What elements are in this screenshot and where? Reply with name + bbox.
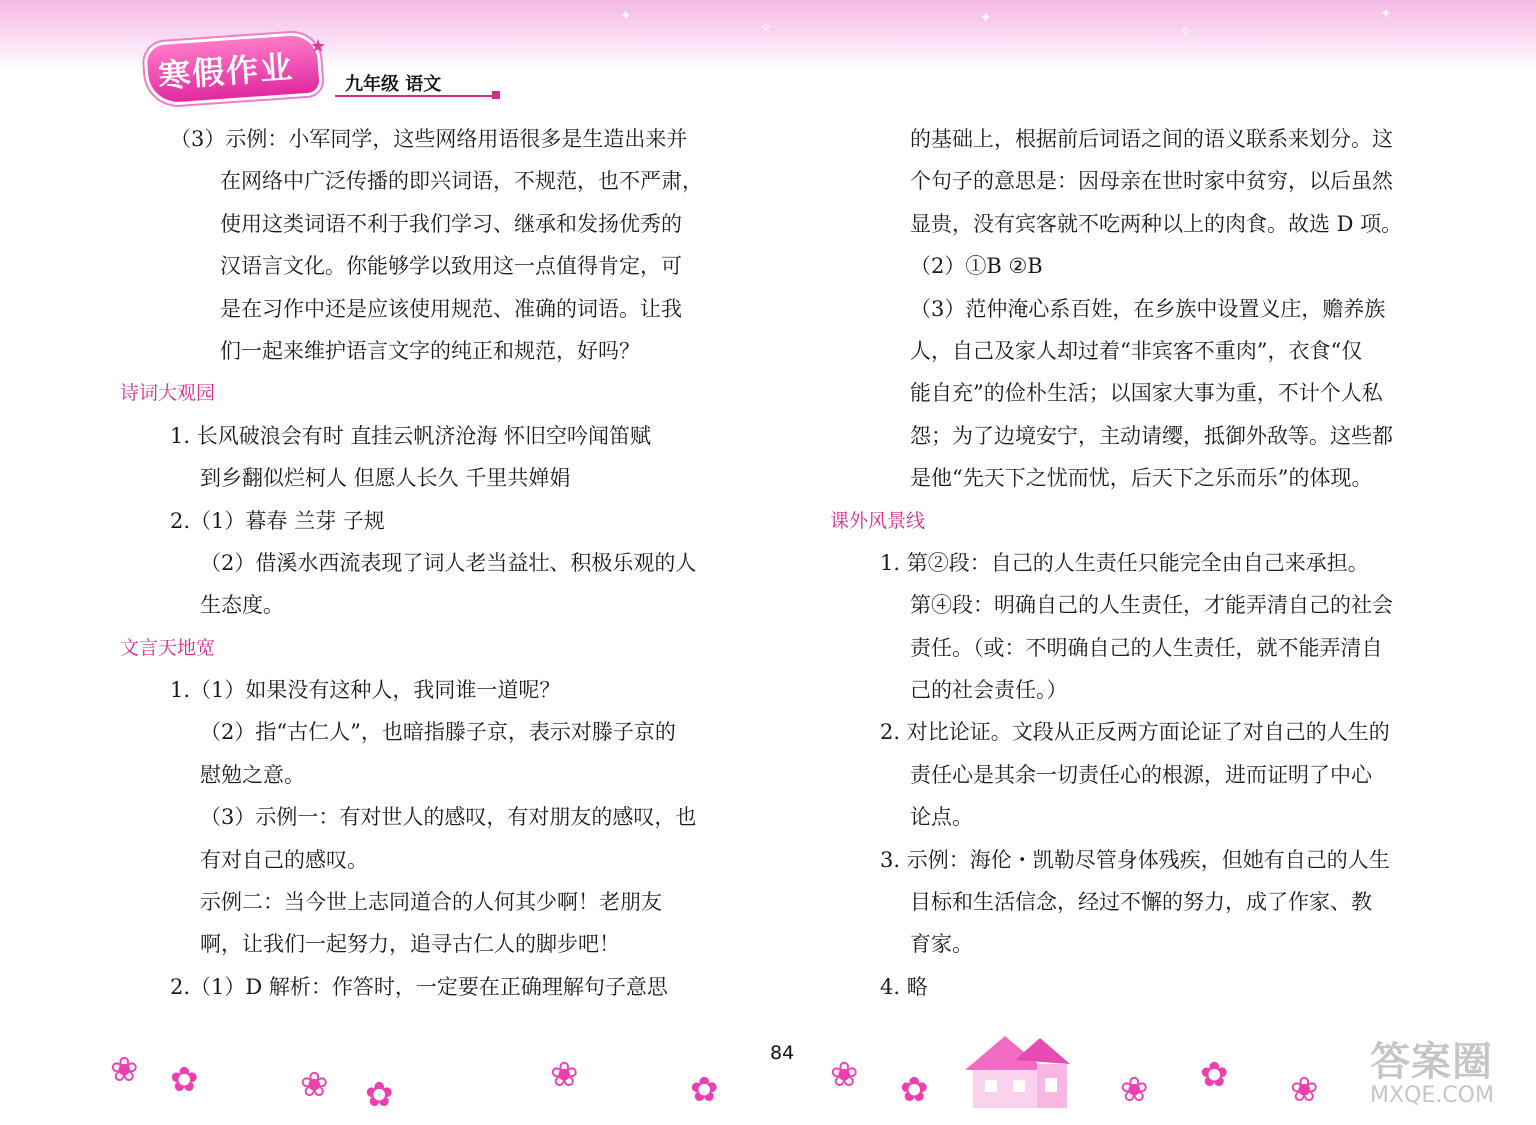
- text-line: 使用这类词语不利于我们学习、继承和发扬优秀的: [220, 211, 682, 236]
- left-column: [120, 118, 760, 1008]
- text-line: 育家。: [910, 932, 973, 957]
- text-line: 1.（1）如果没有这种人，我同谁一道呢？: [170, 678, 561, 703]
- bottom-decoration: [0, 1040, 1536, 1125]
- tree-icon: ✿: [690, 1070, 719, 1110]
- header-rule-dot: [492, 91, 500, 99]
- sparkle-icon: ✦: [980, 10, 992, 26]
- text-line: 到乡翻似烂柯人 但愿人长久 千里共婵娟: [200, 466, 571, 491]
- right-column: [830, 118, 1470, 1008]
- tree-icon: ❀: [830, 1055, 859, 1095]
- sparkle-icon: ✧: [760, 20, 772, 36]
- header-rule: [335, 95, 495, 97]
- section-heading: 诗词大观园: [120, 382, 216, 405]
- text-line: 啊，让我们一起努力，追寻古仁人的脚步吧！: [200, 932, 620, 957]
- text-line: 2. 对比论证。文段从正反两方面论证了对自己的人生的: [880, 720, 1390, 745]
- text-line: 论点。: [910, 805, 973, 830]
- section-heading: 课外风景线: [830, 509, 926, 532]
- text-line: （2）指“古仁人”，也暗指滕子京，表示对滕子京的: [200, 720, 676, 745]
- text-line: （2）借溪水西流表现了词人老当益壮、积极乐观的人: [200, 550, 697, 575]
- text-line: 怨；为了边境安宁，主动请缨，抵御外敌等。这些都: [910, 423, 1393, 448]
- watermark: [1370, 1030, 1530, 1120]
- tree-icon: ❀: [1290, 1070, 1319, 1110]
- text-line: 1. 长风破浪会有时 直挂云帆济沧海 怀旧空吟闻笛赋: [170, 423, 652, 448]
- sparkle-icon: ✧: [1180, 24, 1192, 40]
- text-line: 是他“先天下之忧而忧，后天下之乐而乐”的体现。: [910, 466, 1373, 491]
- text-line: 第④段：明确自己的人生责任，才能弄清自己的社会: [910, 593, 1393, 618]
- tree-icon: ❀: [550, 1055, 579, 1095]
- tree-icon: ✿: [900, 1070, 929, 1110]
- text-line: 在网络中广泛传播的即兴词语，不规范，也不严肃，: [220, 169, 703, 194]
- sparkle-icon: ✦: [1380, 6, 1392, 22]
- text-line: 2.（1）暮春 兰芽 子规: [170, 508, 385, 533]
- text-line: 责任。（或：不明确自己的人生责任，就不能弄清自: [910, 635, 1383, 660]
- sparkle-icon: ✦: [620, 8, 632, 24]
- tree-icon: ❀: [300, 1065, 329, 1105]
- text-line: 显贵，没有宾客就不吃两种以上的肉食。故选 D 项。: [910, 211, 1403, 236]
- tree-icon: ✿: [1200, 1055, 1229, 1095]
- text-line: 4. 略: [880, 974, 928, 999]
- tree-icon: ❀: [1120, 1070, 1149, 1110]
- text-line: 有对自己的感叹。: [200, 847, 368, 872]
- text-line: 能自充”的俭朴生活；以国家大事为重，不计个人私: [910, 381, 1383, 406]
- header-logo-text: 寒假作业: [156, 47, 296, 96]
- star-icon: ★: [310, 36, 327, 57]
- text-line: 1. 第②段：自己的人生责任只能完全由自己来承担。: [880, 550, 1369, 575]
- text-line: 的基础上，根据前后词语之间的语义联系来划分。这: [910, 127, 1393, 151]
- text-line: （2）①B ②B: [910, 254, 1043, 279]
- text-line: 个句子的意思是：因母亲在世时家中贫穷，以后虽然: [910, 169, 1393, 194]
- watermark-url: MXQE.COM: [1370, 1083, 1494, 1108]
- text-line: 3. 示例：海伦・凯勒尽管身体残疾，但她有自己的人生: [880, 847, 1390, 872]
- tree-icon: ❀: [110, 1050, 139, 1090]
- tree-icon: ✿: [170, 1060, 199, 1100]
- tree-icon: ✿: [365, 1075, 394, 1115]
- text-line: 责任心是其余一切责任心的根源，进而证明了中心: [910, 762, 1372, 787]
- text-line: 人，自己及家人却过着“非宾客不重肉”，衣食“仅: [910, 338, 1363, 363]
- text-line: 己的社会责任。）: [910, 678, 1068, 703]
- house-icon: [955, 1030, 1075, 1110]
- text-line: 生态度。: [200, 593, 284, 618]
- text-line: 2.（1）D 解析：作答时，一定要在正确理解句子意思: [170, 974, 668, 999]
- text-line: 汉语言文化。你能够学以致用这一点值得肯定，可: [220, 254, 682, 279]
- header-subtitle: 九年级 语文: [345, 74, 442, 95]
- text-line: （3）示例一：有对世人的感叹，有对朋友的感叹，也: [200, 805, 697, 830]
- text-line: 们一起来维护语言文字的纯正和规范，好吗？: [220, 338, 640, 363]
- text-line: 慰勉之意。: [200, 762, 305, 787]
- text-line: 示例二：当今世上志同道合的人何其少啊！老朋友: [200, 890, 662, 915]
- text-line: 目标和生活信念，经过不懈的努力，成了作家、教: [910, 890, 1372, 915]
- watermark-title: 答案圈: [1370, 1039, 1493, 1085]
- text-line: （3）范仲淹心系百姓，在乡族中设置义庄，赡养族: [910, 296, 1386, 321]
- text-line: （3）示例：小军同学，这些网络用语很多是生造出来并: [170, 127, 688, 151]
- text-line: 是在习作中还是应该使用规范、准确的词语。让我: [220, 296, 682, 321]
- section-heading: 文言天地宽: [120, 636, 216, 659]
- page-number: 84: [770, 1042, 795, 1064]
- header-logo: [146, 34, 320, 104]
